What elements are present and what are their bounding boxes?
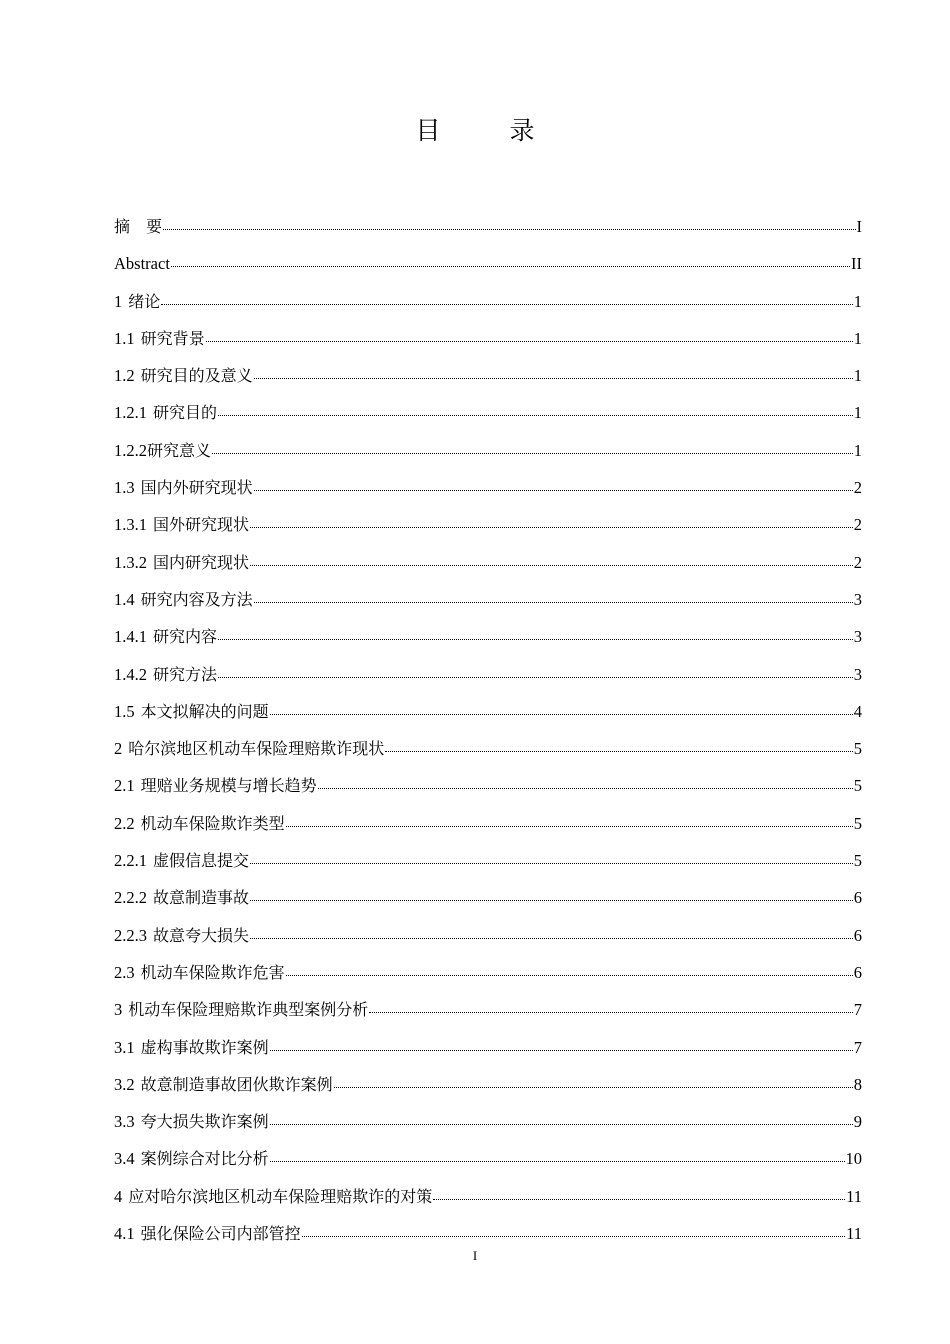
toc-entry-page: 7: [853, 1037, 862, 1057]
toc-entry-page: 6: [853, 925, 862, 945]
toc-entry-page: 2: [853, 515, 862, 535]
toc-entry-number: 2.2.1: [114, 851, 147, 871]
toc-entry-page: 3: [853, 627, 862, 647]
toc-entry-number: Abstract: [114, 254, 170, 274]
toc-entry[interactable]: [114, 1140, 862, 1177]
toc-entry[interactable]: [114, 1178, 862, 1215]
toc-entry-number: 1.3: [114, 478, 135, 498]
toc-entry-label: 机动车保险欺诈类型: [140, 813, 285, 833]
toc-dot-leader: [218, 663, 853, 680]
toc-entry-page: 4: [853, 701, 862, 721]
toc-entry-page: 9: [853, 1112, 862, 1132]
toc-entry-label: 故意制造事故团伙欺诈案例: [140, 1074, 333, 1094]
toc-entry-page: 6: [853, 962, 862, 982]
toc-entry-page: 5: [853, 776, 862, 796]
toc-entry-number: 2.2: [114, 813, 135, 833]
toc-entry[interactable]: [114, 394, 862, 431]
toc-dot-leader: [286, 812, 853, 829]
toc-entry[interactable]: [114, 1066, 862, 1103]
toc-entry-page: 6: [853, 888, 862, 908]
toc-dot-leader: [270, 700, 853, 717]
toc-entry-label: 应对哈尔滨地区机动车保险理赔欺诈的对策: [128, 1186, 433, 1206]
toc-dot-leader: [318, 775, 853, 792]
toc-entry-label: 虚构事故欺诈案例: [140, 1037, 269, 1057]
toc-entry-label: 国内研究现状: [153, 552, 250, 572]
toc-entry[interactable]: [114, 730, 862, 767]
toc-entry[interactable]: [114, 1215, 862, 1252]
toc-entry-number: 3: [114, 1000, 123, 1020]
table-of-contents: [114, 208, 862, 1252]
toc-entry[interactable]: [114, 581, 862, 618]
toc-entry-page: 1: [853, 366, 862, 386]
toc-entry[interactable]: [114, 357, 862, 394]
toc-entry-number: 1.4.1: [114, 627, 147, 647]
toc-entry-page: 1: [853, 328, 862, 348]
toc-entry[interactable]: [114, 320, 862, 357]
toc-entry-number: 1.4.2: [114, 664, 147, 684]
toc-entry-page: 5: [853, 813, 862, 833]
toc-entry-label: 故意制造事故: [153, 888, 250, 908]
toc-entry-number: 1.5: [114, 701, 135, 721]
toc-entry-label: 国内外研究现状: [140, 478, 253, 498]
toc-entry-label: 摘 要: [114, 217, 163, 236]
toc-entry-number: 3.3: [114, 1112, 135, 1132]
toc-entry-page: 1: [853, 440, 862, 460]
toc-entry[interactable]: [114, 506, 862, 543]
toc-dot-leader: [171, 253, 850, 270]
toc-dot-leader: [250, 551, 853, 568]
toc-entry-page: 11: [846, 1224, 862, 1244]
toc-entry-number: 1.3.2: [114, 552, 147, 572]
toc-dot-leader: [369, 999, 852, 1016]
toc-entry-label: 机动车保险理赔欺诈典型案例分析: [128, 1000, 369, 1020]
toc-entry-page: 5: [853, 851, 862, 871]
toc-entry-number: 1.3.1: [114, 515, 147, 535]
toc-entry-number: 1.2: [114, 366, 135, 386]
toc-entry[interactable]: [114, 767, 862, 804]
toc-entry[interactable]: [114, 544, 862, 581]
toc-entry[interactable]: [114, 917, 862, 954]
toc-entry-number: 3.1: [114, 1037, 135, 1057]
toc-entry[interactable]: [114, 245, 862, 282]
toc-entry-label: 理赔业务规模与增长趋势: [140, 776, 317, 796]
page-title: 目 录: [415, 116, 557, 145]
toc-entry-page: 10: [845, 1149, 862, 1169]
toc-entry-page: 2: [853, 552, 862, 572]
toc-entry-page: 3: [853, 664, 862, 684]
toc-dot-leader: [433, 1185, 845, 1202]
toc-entry-number: 4: [114, 1186, 123, 1206]
page-footer-number: I: [472, 1248, 478, 1263]
toc-dot-leader: [218, 626, 853, 643]
toc-dot-leader: [270, 1036, 853, 1053]
toc-entry-number: 3.4: [114, 1149, 135, 1169]
toc-entry-label: 研究目的: [153, 403, 218, 423]
toc-entry[interactable]: [114, 805, 862, 842]
toc-entry-label: 哈尔滨地区机动车保险理赔欺诈现状: [128, 739, 385, 759]
toc-entry-label: 本文拟解决的问题: [140, 701, 269, 721]
toc-entry[interactable]: [114, 954, 862, 991]
toc-entry-page: 1: [853, 403, 862, 423]
toc-entry-label: 绪论: [128, 291, 161, 311]
toc-entry-number: 2.2.2: [114, 888, 147, 908]
toc-entry-label: 研究内容及方法: [140, 589, 253, 609]
toc-dot-leader: [385, 738, 852, 755]
toc-entry-page: 8: [853, 1074, 862, 1094]
toc-dot-leader: [254, 588, 853, 605]
toc-dot-leader: [250, 887, 853, 904]
toc-entry-number: 2.3: [114, 962, 135, 982]
toc-entry-label: 案例综合对比分析: [140, 1149, 269, 1169]
toc-entry[interactable]: [114, 656, 862, 693]
toc-entry[interactable]: [114, 1029, 862, 1066]
toc-entry-label: 研究背景: [140, 328, 205, 348]
toc-dot-leader: [302, 1223, 845, 1240]
toc-entry[interactable]: [114, 469, 862, 506]
toc-entry[interactable]: [114, 432, 862, 469]
toc-dot-leader: [163, 216, 855, 233]
toc-entry-number: 1.4: [114, 589, 135, 609]
toc-dot-leader: [250, 924, 853, 941]
toc-entry-number: 4.1: [114, 1224, 135, 1244]
toc-entry-label: 机动车保险欺诈危害: [140, 962, 285, 982]
toc-dot-leader: [250, 850, 853, 867]
toc-entry-page: 2: [853, 478, 862, 498]
toc-entry-page: 5: [853, 739, 862, 759]
toc-entry-label: 研究方法: [153, 664, 218, 684]
toc-entry-label: 夸大损失欺诈案例: [140, 1112, 269, 1132]
toc-entry-label: 国外研究现状: [153, 515, 250, 535]
toc-dot-leader: [212, 439, 853, 456]
toc-dot-leader: [254, 365, 853, 382]
toc-entry-number: 2: [114, 739, 123, 759]
toc-entry-label: 研究意义: [147, 440, 212, 460]
toc-entry[interactable]: [114, 618, 862, 655]
toc-entry-number: 1.1: [114, 328, 135, 348]
toc-entry-page: 11: [846, 1186, 862, 1206]
toc-entry[interactable]: [114, 208, 862, 245]
toc-entry-page: 7: [853, 1000, 862, 1020]
toc-entry-number: 2.1: [114, 776, 135, 796]
toc-entry[interactable]: [114, 283, 862, 320]
toc-entry-label: 故意夸大损失: [153, 925, 250, 945]
toc-entry-page: 1: [853, 291, 862, 311]
toc-dot-leader: [270, 1148, 845, 1165]
toc-dot-leader: [161, 290, 852, 307]
toc-entry-label: 强化保险公司内部管控: [140, 1224, 301, 1244]
toc-entry-number: 1.2.2: [114, 440, 147, 460]
toc-entry-label: 虚假信息提交: [153, 851, 250, 871]
toc-entry-label: 研究目的及意义: [140, 366, 253, 386]
toc-dot-leader: [254, 477, 853, 494]
toc-entry[interactable]: [114, 879, 862, 916]
toc-dot-leader: [206, 327, 853, 344]
toc-entry-label: 研究内容: [153, 627, 218, 647]
toc-entry-page: II: [851, 254, 862, 274]
toc-dot-leader: [250, 514, 853, 531]
toc-dot-leader: [270, 1111, 853, 1128]
toc-dot-leader: [218, 402, 853, 419]
toc-entry[interactable]: [114, 693, 862, 730]
toc-entry-number: 1.2.1: [114, 403, 147, 423]
toc-dot-leader: [334, 1073, 853, 1090]
toc-entry-number: 3.2: [114, 1074, 135, 1094]
toc-entry-page: I: [856, 217, 862, 236]
toc-entry-page: 3: [853, 589, 862, 609]
toc-entry[interactable]: [114, 991, 862, 1028]
toc-entry-number: 1: [114, 291, 123, 311]
toc-entry[interactable]: [114, 842, 862, 879]
toc-entry-number: 2.2.3: [114, 925, 147, 945]
toc-entry[interactable]: [114, 1103, 862, 1140]
toc-dot-leader: [286, 961, 853, 978]
